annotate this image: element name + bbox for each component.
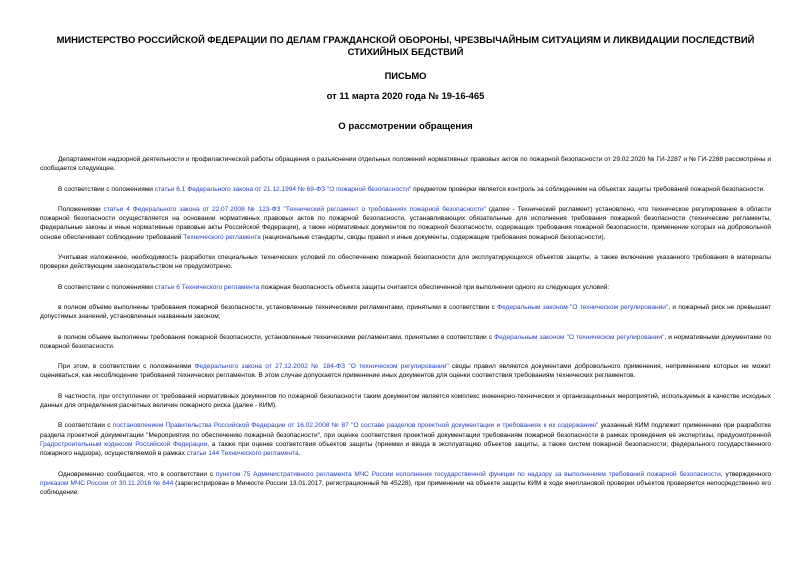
paragraph-text: (национальные стандарты, своды правил и иные документы, содержащие требования пожарной безопасности). <box>260 233 606 241</box>
paragraph-text: в полном объеме выполнены требования пожарной безопасности, установленные техническими регламентами, принятыми в соответствии с <box>58 303 498 311</box>
paragraph-text: (далее - Технический регламент) установлено, что техническое регулирование в области пожарной безопасности осуществляется на основании нормативных правовых актов по пожарной безопасности, устанавливающих обязательные для исполнения требования пожарной безопасности (технические регламенты, федеральные законы и иные нормативные правовые акты Российской Федерации), а также нормативных документов по пожарной безопасности, содержащих требования пожарной безопасности, применение которых на добровольной основе обеспечивает соблюдение требований <box>40 205 771 241</box>
paragraph-text: , утвержденного <box>720 470 771 478</box>
paragraph-text: При этом, в соответствии с положениями <box>58 363 195 371</box>
link-law-184-fz[interactable]: Федерального закона от 27.12.2002 № 184-ФЗ "О техническом регулировании" <box>194 363 449 371</box>
paragraph-special-conditions: Учитывая изложенное, необходимость разработки специальных технических условий по обеспечению пожарной безопасности для эксплуатирующихся объектов защиты, а также включение указанного требования в материалы проверки действующим законодательством не предусмотрено. <box>40 254 771 271</box>
paragraph-text: предметом проверки является контроль за соблюдением на объектах защиты требований пожарной безопасности. <box>411 185 766 193</box>
paragraph-text: , и пожарный риск не превышает допустимых значений, установленных названным законом; <box>40 303 771 321</box>
issuing-organization: МИНИСТЕРСТВО РОССИЙСКОЙ ФЕДЕРАЦИИ ПО ДЕЛАМ ГРАЖДАНСКОЙ ОБОРОНЫ, ЧРЕЗВЫЧАЙНЫМ СИТУАЦИЯМ И ЛИКВИДАЦИИ ПОСЛЕДСТВИЙ СТИХИЙНЫХ БЕДСТВИЙ <box>56 34 755 57</box>
paragraph-voluntary-codes <box>40 362 771 381</box>
document-date-number: от 11 марта 2020 года № 19-16-465 <box>326 90 485 101</box>
link-technical-regulation-law[interactable]: Федеральным законом "О техническом регулировании" <box>494 333 665 341</box>
paragraph-intro: Департаментом надзорной деятельности и профилактической работы обращения о разъяснении отдельных положений нормативных правовых актов по пожарной безопасности от 29.02.2020 № ГИ-2287 и № ГИ-2288 рассмотрены и сообщается следующее. <box>40 156 771 173</box>
paragraph-text: пожарная безопасность объекта защиты считается обеспеченной при выполнении одного из следующих условий: <box>259 283 610 291</box>
paragraph-text: В соответствии с положениями <box>58 185 155 193</box>
link-government-decree-87[interactable]: постановлением Правительства Российской Федерации от 16.02.2008 № 87 "О составе разделов проектной документации и требованиях к их содержанию" <box>112 422 599 430</box>
link-technical-regulation-law[interactable]: Федеральным законом "О техническом регулировании" <box>497 303 669 311</box>
paragraph-inspection-subject <box>40 185 771 194</box>
paragraph-text: Одновременно сообщается, что в соответствии с <box>58 470 216 478</box>
link-order-644[interactable]: приказом МЧС России от 30.11.2016 № 644 <box>40 479 174 487</box>
paragraph-text: (зарегистрирован в Минюсте России 13.01.2017, регистрационный № 45228), при применении на объекте защиты КИМ в ходе внеплановой проверки объектов проверяется непосредственно его соблюдение. <box>40 479 771 497</box>
paragraph-text: В соответствии с <box>58 422 113 430</box>
link-fire-safety-law-art-6-1[interactable]: статьи 6.1 Федерального закона от 21.12.1994 № 69-ФЗ "О пожарной безопасности" <box>154 185 412 193</box>
paragraph-text: , и нормативными документами по пожарной безопасности. <box>40 333 771 350</box>
link-law-123-fz-art-4[interactable]: статьи 4 Федерального закона от 22.07.2008 № 123-ФЗ "Технический регламент о требованиях пожарной безопасности" <box>103 205 486 213</box>
document-body <box>40 155 771 497</box>
paragraph-text: В соответствии с положениями <box>58 283 155 291</box>
paragraph-text: . <box>298 450 301 458</box>
paragraph-kim-definition: В частности, при отступлении от требований нормативных документов по пожарной безопасности таким документом является комплекс инженерно-технических и организационных мероприятий, используемых в качестве исходных данных для определения расчетных величин пожарного риска (далее - КИМ). <box>40 392 771 410</box>
paragraph-kim-application <box>40 421 771 458</box>
paragraph-text: , а также при оценке соответствия объектов защиты (приемки и ввода в эксплуатацию объектов защиты, а также систем пожарной безопасности; федерального государственного пожарного надзора), осуществляемой в рамках <box>40 440 771 458</box>
paragraph-condition-2 <box>40 333 771 352</box>
document-subject: О рассмотрении обращения <box>338 121 473 132</box>
link-urban-planning-code[interactable]: Градостроительным кодексом Российской Федерации <box>40 440 208 448</box>
paragraph-condition-1 <box>40 303 771 322</box>
link-admin-regulation-p75[interactable]: пунктом 75 Административного регламента МЧС России исполнения государственной функции по надзору за выполнением требований пожарной безопасности <box>215 470 721 478</box>
link-technical-regulation-art-144[interactable]: статьи 144 Технического регламента <box>186 450 299 458</box>
paragraph-text: указанный КИМ подлежит применению при разработке раздела проектной документации "Мероприятия по обеспечению пожарной безопасности", при оценке соответствия проектной документации требованиям пожарной безопасности в рамках проведения её экспертизы, предусмотренной <box>40 422 771 439</box>
paragraph-safety-conditions <box>40 283 771 292</box>
paragraph-text: Положениями <box>58 205 104 213</box>
paragraph-inspection-rule <box>40 470 771 498</box>
paragraph-text: в полном объеме выполнены требования пожарной безопасности, установленные техническими регламентами, принятыми в соответствии с <box>58 333 495 341</box>
paragraph-technical-regulation <box>40 205 771 242</box>
document-type: ПИСЬМО <box>384 70 427 81</box>
link-technical-regulation[interactable]: Технического регламента <box>183 233 261 241</box>
paragraph-text: своды правил являются документами добровольного применения, неприменение которых не может оцениваться, как несоблюдение требований технических регламентов. В этом случае допускается применение иных документов для оценки соответствия требованиям технических регламентов. <box>40 363 771 380</box>
link-technical-regulation-art-6[interactable]: статьи 6 Технического регламента <box>154 283 260 291</box>
